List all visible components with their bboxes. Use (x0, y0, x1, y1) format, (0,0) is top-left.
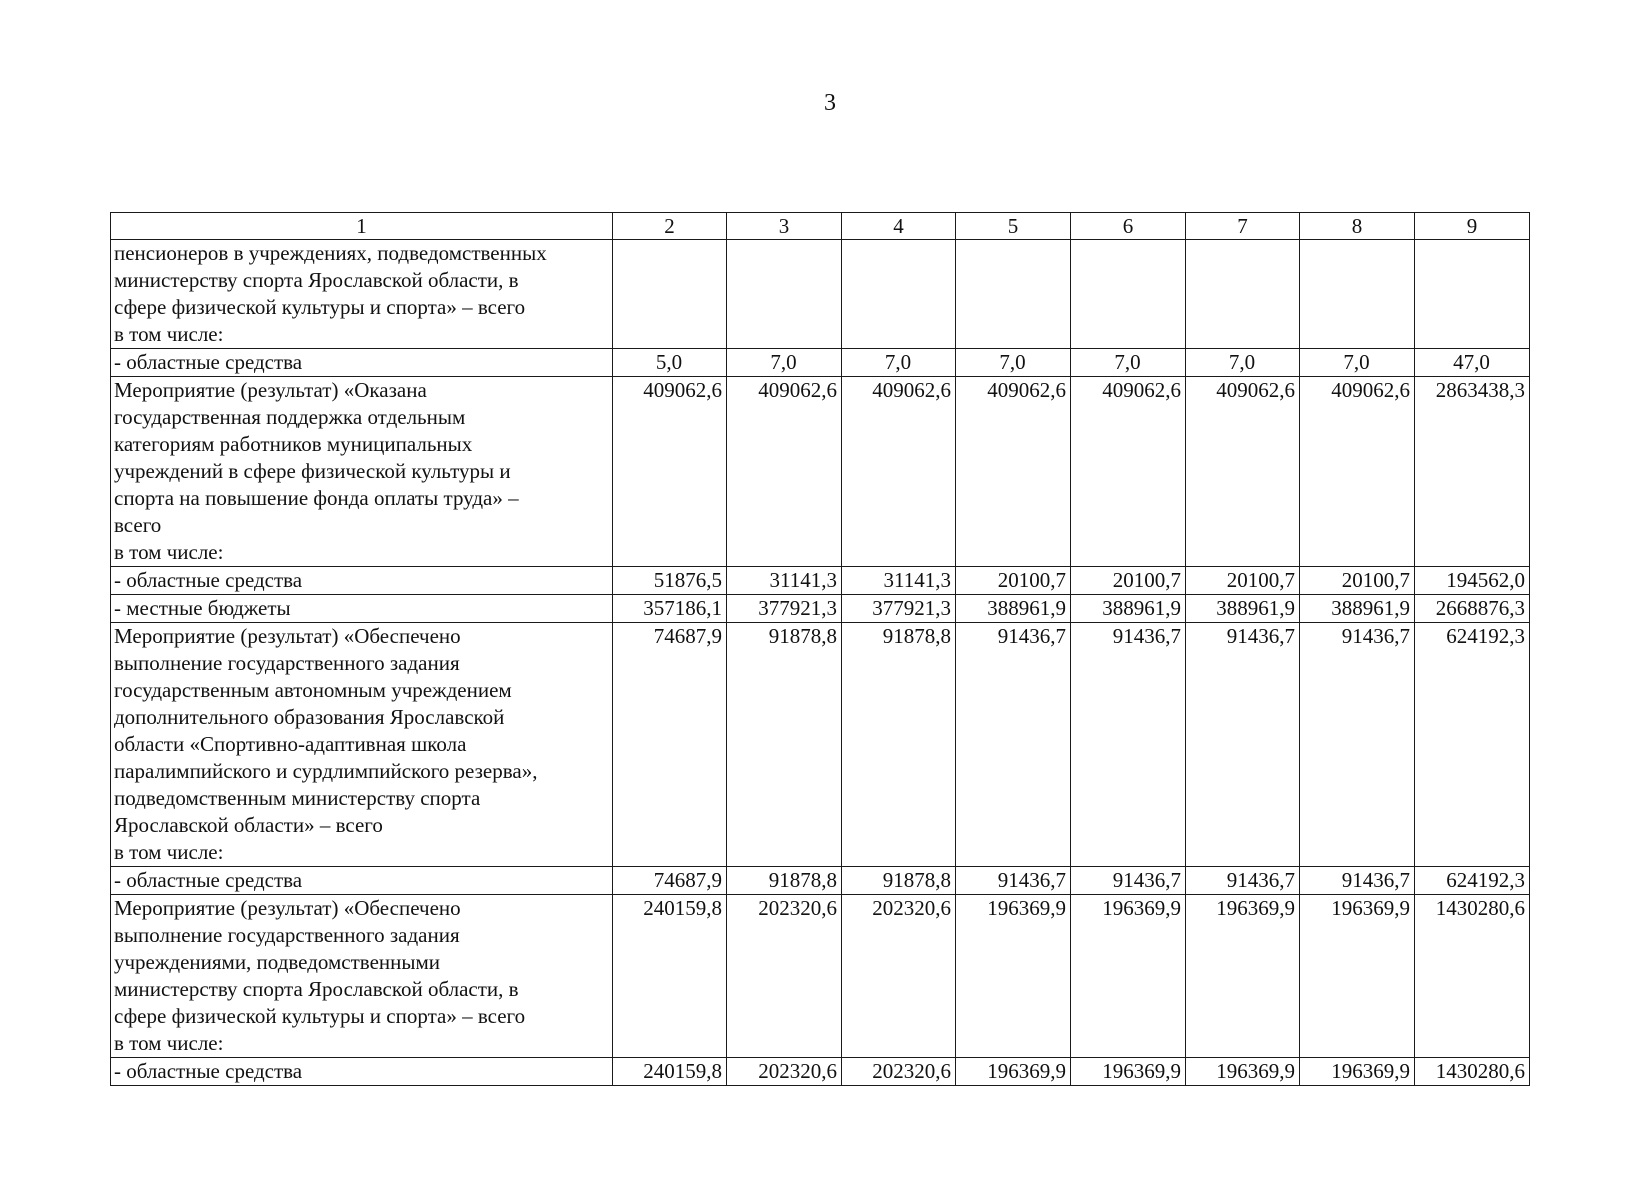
cell-value: 2863438,3 (1415, 377, 1530, 567)
header-row (111, 213, 1530, 240)
column-header: 8 (1300, 213, 1415, 240)
cell-value: 91878,8 (727, 623, 842, 867)
cell-value: 7,0 (1186, 349, 1300, 377)
column-header: 2 (613, 213, 727, 240)
cell-value: 5,0 (613, 349, 727, 377)
cell-value: 194562,0 (1415, 567, 1530, 595)
cell-value: 202320,6 (727, 895, 842, 1058)
cell-value: 624192,3 (1415, 867, 1530, 895)
cell-value: 20100,7 (956, 567, 1071, 595)
cell-value: 409062,6 (1071, 377, 1186, 567)
cell-value: 2668876,3 (1415, 595, 1530, 623)
cell-value: 196369,9 (1300, 1058, 1415, 1086)
cell-value: 91436,7 (1186, 623, 1300, 867)
table-row (111, 623, 1530, 867)
table-row (111, 567, 1530, 595)
cell-value: 196369,9 (1071, 1058, 1186, 1086)
cell-value: 91436,7 (1186, 867, 1300, 895)
cell-value: 377921,3 (727, 595, 842, 623)
cell-value (1186, 240, 1300, 349)
cell-value: 1430280,6 (1415, 895, 1530, 1058)
cell-value: 1430280,6 (1415, 1058, 1530, 1086)
cell-value (956, 240, 1071, 349)
cell-value: 388961,9 (1300, 595, 1415, 623)
cell-value: 20100,7 (1186, 567, 1300, 595)
cell-value: 240159,8 (613, 895, 727, 1058)
cell-value: 91436,7 (1300, 623, 1415, 867)
row-label: Мероприятие (результат) «Оказана государственная поддержка отдельным категориям работников муниципальных учреждений в сфере физической культуры и спорта на повышение фонда оплаты труда» – всего в том числе: (111, 377, 613, 567)
cell-value: 409062,6 (1186, 377, 1300, 567)
table-row (111, 349, 1530, 377)
table-row (111, 1058, 1530, 1086)
cell-value: 240159,8 (613, 1058, 727, 1086)
cell-value: 74687,9 (613, 867, 727, 895)
row-label: Мероприятие (результат) «Обеспечено выполнение государственного задания учреждениями, подведомственными министерству спорта Ярославской области, в сфере физической культуры и спорта» – всего в том числе: (111, 895, 613, 1058)
cell-value: 7,0 (842, 349, 956, 377)
cell-value: 388961,9 (1186, 595, 1300, 623)
cell-value: 202320,6 (842, 1058, 956, 1086)
cell-value: 91436,7 (1300, 867, 1415, 895)
cell-value: 409062,6 (956, 377, 1071, 567)
cell-value: 7,0 (1071, 349, 1186, 377)
cell-value: 91436,7 (956, 867, 1071, 895)
cell-value: 91436,7 (956, 623, 1071, 867)
cell-value: 91436,7 (1071, 623, 1186, 867)
cell-value: 388961,9 (956, 595, 1071, 623)
cell-value: 409062,6 (1300, 377, 1415, 567)
cell-value: 388961,9 (1071, 595, 1186, 623)
table-row (111, 895, 1530, 1058)
cell-value: 624192,3 (1415, 623, 1530, 867)
cell-value: 91436,7 (1071, 867, 1186, 895)
cell-value: 7,0 (727, 349, 842, 377)
cell-value: 51876,5 (613, 567, 727, 595)
row-label: - областные средства (111, 567, 613, 595)
cell-value: 357186,1 (613, 595, 727, 623)
cell-value: 409062,6 (727, 377, 842, 567)
column-header: 4 (842, 213, 956, 240)
cell-value: 74687,9 (613, 623, 727, 867)
cell-value: 196369,9 (956, 895, 1071, 1058)
cell-value: 20100,7 (1300, 567, 1415, 595)
cell-value (1300, 240, 1415, 349)
cell-value (1415, 240, 1530, 349)
row-label: - областные средства (111, 867, 613, 895)
cell-value: 409062,6 (842, 377, 956, 567)
row-label: Мероприятие (результат) «Обеспечено выполнение государственного задания государственным автономным учреждением дополнительного образования Ярославской области «Спортивно-адаптивная школа паралимпийского и сурдлимпийского резерва», подведомственным министерству спорта Ярославской области» – всего в том числе: (111, 623, 613, 867)
cell-value (1071, 240, 1186, 349)
table-row (111, 377, 1530, 567)
cell-value: 202320,6 (727, 1058, 842, 1086)
column-header: 3 (727, 213, 842, 240)
cell-value: 196369,9 (1186, 895, 1300, 1058)
cell-value: 196369,9 (1300, 895, 1415, 1058)
table-row (111, 595, 1530, 623)
row-label: - областные средства (111, 349, 613, 377)
budget-table (110, 212, 1530, 1086)
cell-value: 196369,9 (1186, 1058, 1300, 1086)
column-header: 9 (1415, 213, 1530, 240)
column-header: 1 (111, 213, 613, 240)
column-header: 5 (956, 213, 1071, 240)
cell-value: 91878,8 (842, 623, 956, 867)
cell-value: 91878,8 (842, 867, 956, 895)
cell-value (842, 240, 956, 349)
table-row (111, 867, 1530, 895)
row-label: - местные бюджеты (111, 595, 613, 623)
cell-value: 20100,7 (1071, 567, 1186, 595)
row-label: пенсионеров в учреждениях, подведомственных министерству спорта Ярославской области, в сфере физической культуры и спорта» – всего в том числе: (111, 240, 613, 349)
cell-value: 91878,8 (727, 867, 842, 895)
cell-value: 31141,3 (842, 567, 956, 595)
page-number: 3 (824, 90, 836, 116)
cell-value (727, 240, 842, 349)
cell-value: 47,0 (1415, 349, 1530, 377)
cell-value: 377921,3 (842, 595, 956, 623)
cell-value: 7,0 (1300, 349, 1415, 377)
cell-value: 31141,3 (727, 567, 842, 595)
cell-value: 7,0 (956, 349, 1071, 377)
column-header: 7 (1186, 213, 1300, 240)
cell-value: 202320,6 (842, 895, 956, 1058)
cell-value: 196369,9 (1071, 895, 1186, 1058)
row-label: - областные средства (111, 1058, 613, 1086)
cell-value: 196369,9 (956, 1058, 1071, 1086)
cell-value: 409062,6 (613, 377, 727, 567)
column-header: 6 (1071, 213, 1186, 240)
cell-value (613, 240, 727, 349)
table-row (111, 240, 1530, 349)
